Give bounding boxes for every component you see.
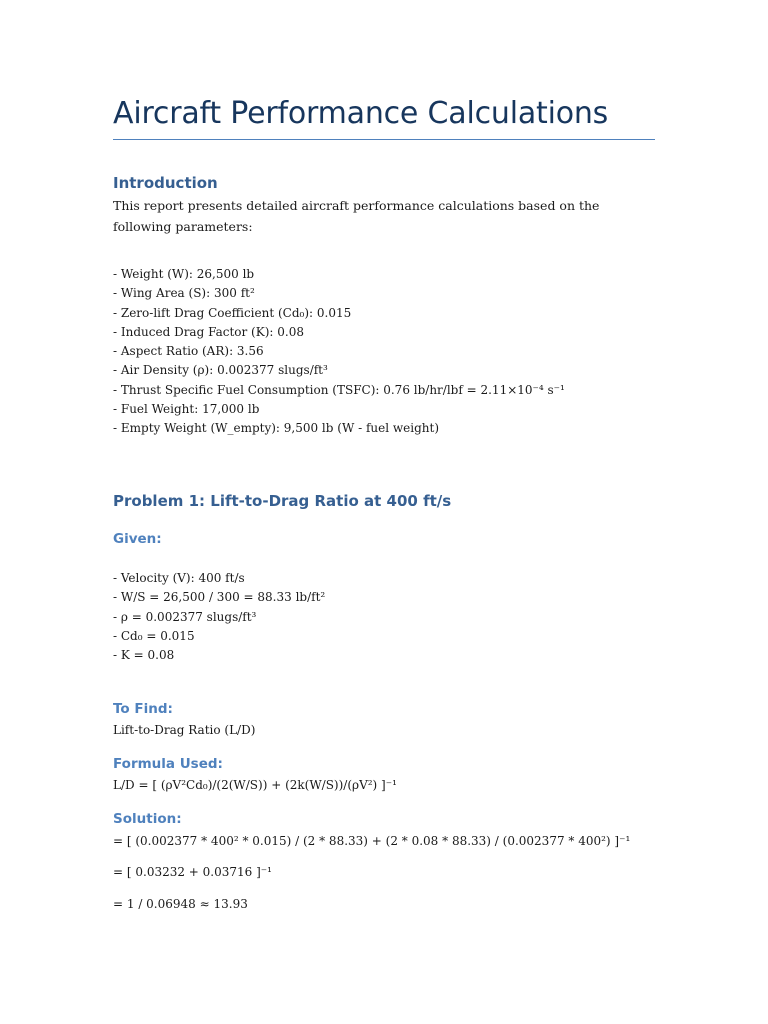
list-item: - Zero-lift Drag Coefficient (Cd₀): 0.015 [113,305,352,320]
list-item: - Weight (W): 26,500 lb [113,267,255,281]
list-item: - K = 0.08 [113,648,175,663]
list-item: - Induced Drag Factor (K): 0.08 [113,324,304,339]
list-item: - ρ = 0.002377 slugs/ft³ [113,609,257,624]
list-item: - W/S = 26,500 / 300 = 88.33 lb/ft² [113,590,326,605]
list-item: - Cd₀ = 0.015 [113,628,195,643]
document-title: Aircraft Performance Calculations [113,96,609,131]
problem-1-heading: Problem 1: Lift-to-Drag Ratio at 400 ft/s [113,492,452,510]
introduction-paragraph: This report presents detailed aircraft performance calculations based on the following parameters: [113,198,600,234]
title-divider [113,139,655,140]
solution-heading: Solution: [113,811,182,827]
list-item: - Wing Area (S): 300 ft² [113,286,255,301]
list-item: - Fuel Weight: 17,000 lb [113,402,260,417]
to-find-heading: To Find: [113,701,173,717]
list-item: - Aspect Ratio (AR): 3.56 [113,344,264,359]
parameter-list [113,265,565,439]
given-list [113,569,325,665]
list-item: - Empty Weight (W_empty): 9,500 lb (W - fuel weight) [113,421,440,436]
list-item: - Air Density (ρ): 0.002377 slugs/ft³ [113,363,328,378]
to-find-text: Lift-to-Drag Ratio (L/D) [113,723,256,737]
solution-step-1: = [ (0.002377 * 400² * 0.015) / (2 * 88.33) + (2 * 0.08 * 88.33) / (0.002377 * 400²) ]⁻¹ [113,834,631,848]
list-item: - Velocity (V): 400 ft/s [113,571,245,585]
solution-step-2: = [ 0.03232 + 0.03716 ]⁻¹ [113,865,272,879]
formula-text: L/D = [ (ρV²Cd₀)/(2(W/S)) + (2k(W/S))/(ρV²) ]⁻¹ [113,778,397,792]
given-heading: Given: [113,531,162,547]
solution-step-3: = 1 / 0.06948 ≈ 13.93 [113,897,248,911]
introduction-heading: Introduction [113,174,218,192]
formula-heading: Formula Used: [113,756,223,772]
list-item: - Thrust Specific Fuel Consumption (TSFC): 0.76 lb/hr/lbf = 2.11×10⁻⁴ s⁻¹ [113,382,565,397]
